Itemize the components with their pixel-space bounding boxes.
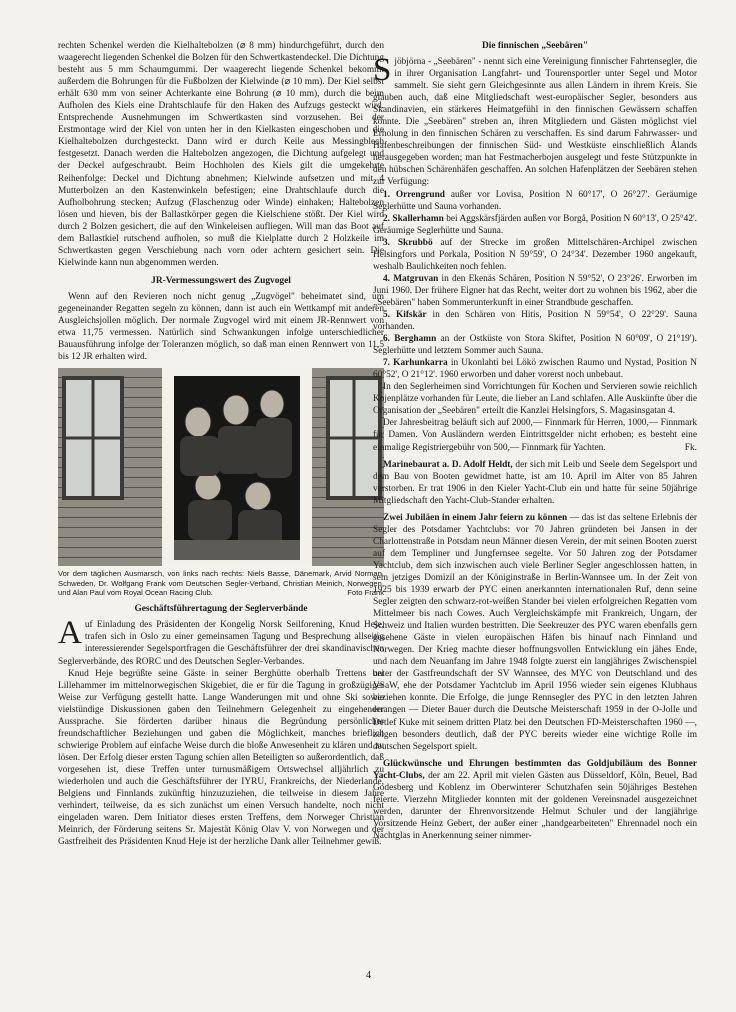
harbor-item [373,189,697,213]
pyc-lead: Zwei Jubiläen in einem Jahr feiern zu können [383,512,568,523]
harbor-desc: außer vor Lovisa, Position N 60°17', O 26°27'. Geräumige Seglerhütte und Sauna vorhanden. [373,189,697,212]
left-column [58,40,384,848]
heading-managers-meeting: Geschäftsführertagung der Seglerverbände [134,604,308,615]
harbor-item [373,357,697,381]
harbor-number: 7. [383,358,391,369]
heading-finnish-seebaeren: Die finnischen „Seebären" [481,41,589,51]
article-finnish-text-1 [373,52,697,189]
article-jr-text: Wenn auf den Revieren noch nicht genug „Zugvögel" beheimatet sind, um gegeneinander Regatten segeln zu können, dann ist auch ein Wettkampf mit anderen Ausgleichsjollen möglich. Der normale Zugvogel wird mit einem JR-Rennwert von etwa 11,75 vermessen. Natürlich sind Schwankungen infolge unterschiedlicher Bauausführung infolge der Toleranzen möglich, so daß man einen Rennwert von 11,5 bis 12 JR erhalten wird. [58,291,384,363]
article-managers-text-2: Knud Heje begrüßte seine Gäste in seiner Berghütte oberhalb Trettens bei Lillehammer im mittelnorwegischen Skigebiet, die er für die Tagung in großzügiger Weise zur Verfügung gestellt hatte. Lange Wanderungen mit und ohne Ski sowie vielstündige Diskussionen gaben den Teilnehmern Gelegenheit zu eingehender Aussprache. Sie förderten darüber hinaus die Begründung persönlicher freundschaftlicher Beziehungen und gaben die Möglichkeit, manches brieflich schwierige Problem auf einfache Weise durch die bloße Anwesenheit zu klären und zu lösen. Der Erfolg dieser ersten Tagung schien allen Beteiligten so außerordentlich, daß vorgesehen ist, diese Treffen unter turnusmäßigem Ortswechsel alljährlich zu wiederholen und auch die Geschäftsführer der IYRU, Frankreichs, der Niederlande, Belgiens und Finnlands zukünftig hinzuzuziehen, die teilweise in diesem Jahre verhindert, teilweise, da es sich zunächst um einen Versuch handelte, noch nicht eingeladen waren. Dem Initiator dieses ersten Treffens, dem Norweger Christian Meinrich, der Förderung seitens Sr. Majestät König Olav V. von Norwegen und der Gastfreiheit des Präsidenten Knud Heje ist der herzliche Dank aller Teilnehmer gewiß. [58,668,384,848]
article-pyc-jubilee [373,512,697,753]
harbor-desc: in Ukonlahti bei Lökö zwischen Raumo und Nystad, Position N 60°52', O 21°12'. 1960 erworben und daher vorerst noch unbebaut. [373,358,697,381]
article-managers-text-1 [58,615,384,667]
harbor-item [373,309,697,333]
photo-caption [58,569,384,597]
finnish-fees: Der Jahresbeitrag beläuft sich auf 2000,— Finnmark für Herren, 1000,— Finnmark für Damen. Von Ausländern werden Eintrittsgelder nicht erhoben; es besteht eine einmalige Registriergebühr von 500,— Finnmark für Yachten. [373,418,697,453]
harbor-item [373,237,697,273]
harbor-name: Matgruvan [393,273,439,284]
harbor-name: Kifskär [395,309,427,320]
dropcap-s: S [373,52,392,88]
photo-credit: Foto Frank [347,587,384,597]
heldt-text: der sich mit Leib und Seele dem Segelsport und dem Bau von Booten gewidmet hatte, ist am 10. April im Alter von 85 Jahren verstorben. Er trat 1906 in den Kieler Yacht-Club ein und hatte für seine 50jährige Mitgliedschaft den Yacht-Club-Stander erhalten. [373,459,697,506]
pyc-text: — das ist das seltene Erlebnis der Segler des Potsdamer Yachtclubs: vor 70 Jahren gründeten bei Jansen in der Charlottenstraße in Potsdam neun Männer diesen Verein, der mit seinen Booten zuerst auf dem Templiner und Jungfernsee segelte. Vor 50 Jahren zog der Potsdamer Yachtclub, dem sich inzwischen auch viele Berliner Segler angeschlossen hatten, in sein jetziges Domizil an der Königinstraße in Berlin-Wannsee um. In der Zeit von 1925 bis 1939 erwarb der PYC einen anerkannten internationalen Ruf, denn seine Segler zeigten den schwarz-rot-weißen Stander bei vielen erfolgreichen Regatten vom Mittelmeer bis nach Cowes. Auch Vergleichskämpfe mit Frankreich, Ungarn, der Schweiz und Italien wurden bestritten. Die Seekreuzer des PYC waren ebenfalls gern gesehene Gäste in vielen europäischen Häfen bis hinauf nach Finnland und Norwegen. Der Krieg machte dieser hoffnungsvollen Entwicklung ein jähes Ende, und nach dem Neuanfang im Jahre 1948 folgte zuerst ein langjähriges Zwischenspiel unter der Gastfreundschaft der SV Wannsee, des MYC von Deutschland und des VSaW, ehe der Potsdamer Yachtclub im April 1956 wieder sein eigenes Klubhaus beziehen konnte. Die Erfolge, die junge Rennsegler des PYC in den letzten Jahren errangen — Dieter Bauer durch die Deutsche Meisterschaft 1959 in der O-Jolle und Detlef Kuke mit seinem dritten Platz bei den Deutschen FD-Meisterschaften 1960 —, zeigen besonders deutlich, daß der PYC bereits wieder eine wichtige Rolle im deutschen Segelsport spielt. [373,512,697,752]
harbor-number: 2. [383,213,391,224]
article-heldt [373,459,697,507]
harbor-name: Skrubbö [397,237,433,248]
author-signature: Fk. [684,442,697,453]
article-finnish-text-2: In den Seglerheimen sind Vorrichtungen für Kochen und Servieren sowie reichlich Kojenplätze vorhanden für Leute, die lieber an Land schlafen. Alle Auskünfte über die Organisation der „Seebären" erteilt die Kanzlei Helsingfors, S. Magasinsgatan 4. [373,382,697,417]
harbor-desc: in den Ekenäs Schären, Position N 59°52', O 23°26'. Erworben im Juni 1960. Der frühere Eigner hat das Recht, weiter dort zu wohnen bis 1962, aber die „Seebären" haben Sommerunterkunft in einer Strandbude geschaffen. [373,273,698,308]
page-number: 4 [366,970,371,981]
harbor-number: 4. [383,273,391,284]
finnish-intro: jöbjörna - „Seebären" - nennt sich eine Vereinigung finnischer Fahrtensegler, die in ihrer Organisation Langfahrt- und Tourensportler unter Segel und Motor sammelt. Sie sieht gern Gleichgesinnte aus allen Ländern in ihrem Kreis. Sie glauben auch, daß eine Mitgliedschaft west-europäischer Segler, besonders aus Skandinavien, ein stärkeres Heimatgefühl in den finnischen Gewässern schaffen könnte. Die „Seebären" streben an, ihren Mitgliedern und Gästen möglichst viel Erholung in den finnischen Schären zu verschaffen. Es sind darum Fahrwasser- und Hafenbeschreibungen der finnischen Süd- und Westküste einschließlich Ålands herausgegeben worden; man hat Festmacherbojen ausgelegt und feste Stützpunkte in den hübschen Schärenhäfen geschaffen. An solchen Hafenplätzen der Seebären stehen zur Verfügung: [373,57,697,188]
harbor-desc: auf der Strecke im großen Mittelschären-Archipel zwischen Helsingfors und Porkala, Position N 59°59', O 24°34'. Dezember 1960 angekauft, weshalb Baulichkeiten noch fehlen. [373,237,697,272]
harbor-desc: in den Schären von Hitis, Position N 59°54', O 22°29'. Sauna vorhanden. [373,309,697,333]
heading-jr-rating: JR-Vermessungswert des Zugvogel [151,275,291,286]
dropcap-a: A [58,615,82,652]
harbor-number: 3. [383,237,391,248]
harbor-item [373,333,697,357]
harbor-name: Skallerhamn [392,213,444,224]
heldt-lead: Marinebaurat a. D. Adolf Heldt, [383,459,513,470]
caption-text: Vor dem täglichen Ausmarsch, von links nach rechts: Niels Basse, Dänemark, Arvid Norman, Schweden, Dr. Wolfgang Frank vom Deutschen Segler-Verband, Christian Meinich, Norwegen, und Alan Paul vom Royal Ocean Racing Club. [58,569,384,597]
harbor-number: 6. [383,334,391,345]
harbor-name: Karhunkarra [393,358,448,369]
harbor-desc: an der Ostküste von Stora Skiftet, Position N 60°09', O 21°19'). Seglerhütte und letztem Sommer auch Sauna. [373,334,697,357]
harbor-item [373,213,697,237]
harbor-desc: bei Aggskärsfjärden außen vor Borgå, Position N 60°13', O 25°42'. Geräumige Seglerhütte und Sauna. [373,213,698,236]
right-column [373,40,697,842]
article-finnish-text-3 [373,417,697,453]
bonn-lead: Glückwünsche und Ehrungen bestimmten das Goldjubiläum des Bonner Yacht-Clubs, [373,758,697,781]
photo-illustration [58,368,384,566]
article-keel-text: rechten Schenkel werden die Kielhaltebolzen (⌀ 8 mm) hindurchgeführt, durch den waagerecht liegenden Schenkel die Bolzen für den Schwertkastendeckel. Die Dichtung besteht aus 5 mm Schaumgummi. Der waagerecht liegende Schenkel bekommt außerdem die Bohrungen für die Fußbolzen der Kielwinde (⌀ 10 mm). Der Kiel selbst erhält 630 mm von seiner Achterkante eine Bohrung (⌀ 10 mm), durch die beim Aufholen des Kiels eine Drahtschlaufe für den Haken des Aufzugs gesteckt wird. Entsprechende Ausnehmungen im Schwertkasten sind vorzusehen. Bei der Erstmontage wird der Kiel von unten her in den Kielkasten eingeschoben und die Kielhaltebolzen durchgesteckt. Dann wird er durch Keile aus Messingblech festgesetzt. Danach werden die Haltebolzen angezogen, die Dichtung aufgelegt und der Deckel aufgeschraubt. Beim Hochholen des Kiels gilt die umgekehrte Reihenfolge: Deckel und Dichtung abnehmen; Kielwinde aufsetzen und mit 4 Mutterbolzen an den Kastenwinkeln befestigen; eine Drahtschlaufe durch die Aufholbohrung stecken; Aufzug (Flaschenzug oder Winde) einhaken; Haltebolzen lösen und hieven, bis der Ballastkörper gegen die Kielschiene stößt. Der Kiel wird durch 2 Bolzen gesichert, die auf den Winkeleisen aufliegen. Will man das Boot auf dem Ballastkiel rutschend aufholen, so muß die Kielplatte durch 2 Holzkeile im Schwertkasten gegen Verschiebung nach vorn oder achtern gesichert sein. Die Kielwinde kann nun abgenommen werden. [58,41,384,268]
harbor-name: Berghamn [394,334,437,345]
harbor-number: 1. [383,189,391,200]
bonn-text: der am 22. April mit vielen Gästen aus Düsseldorf, Köln, Beuel, Bad Godesberg und Koblenz im Oberwinterer Schutzhafen sein 50jähriges Bestehen feierte. Vierzehn Mitglieder konnten mit der goldenen Vereinsnadel ausgezeichnet werden, darunter der Ehrenvorsitzende Helmut Schuler und der langjährige Vorsitzende Heinz Gebert, der außer einer „handgearbeiteten" Ehrennadel noch ein Nachtglas in Anerkennung seiner nimmer- [373,770,697,841]
photo-cabin-window [58,368,384,566]
managers-intro: uf Einladung des Präsidenten der Kongelig Norsk Seilforening, Knud Heje, trafen sich in Oslo zu einer gemeinsamen Tagung und Besprechung allseitig interessierender Segelsportfragen die Geschäftsführer der drei skandinavischen Seglerverbände, des RORC und des Deutschen Segler-Verbandes. [58,620,384,667]
harbor-list [373,189,697,382]
article-bonn-jubilee [373,758,697,842]
harbor-item [373,273,697,309]
harbor-number: 5. [383,309,391,320]
harbor-name: Orrengrund [395,189,446,200]
